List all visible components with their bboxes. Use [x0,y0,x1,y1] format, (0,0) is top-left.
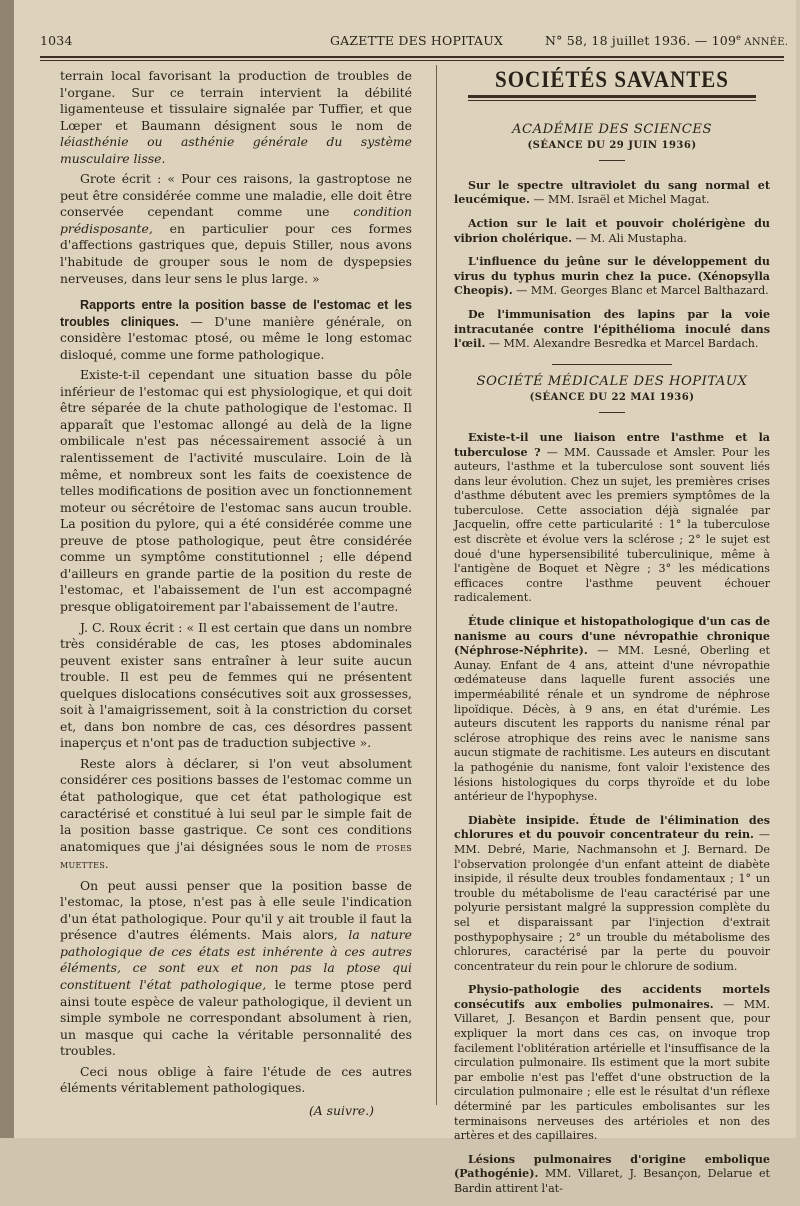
paragraph: On peut aussi penser que la position basse de l'estomac, la ptose, n'est pas à elle seule l'indication d'un état pathologique. Pour qu'il y ait trouble il faut la présence d'autres éléments. Mais alors, la nature pathologique de ces états est inhérente à ces autres éléments, ce sont eux et non pas la ptose qui constituent l'état pathologique, le terme ptose perd ainsi toute espèce de valeur pathologique, il devient un simple symbole ne correspondant absolument à rien, un masque qui cache la véritable personnalité des troubles. [60,877,412,1059]
communication: Action sur le lait et pouvoir cholérigène du vibrion cholérique. — M. Ali Mustapha. [454,216,770,245]
communication: Diabète insipide. Étude de l'élimination des chlorures et du pouvoir concentrateur du rein. — MM. Debré, Marie, Nachmansohn et J. Bernard. De l'observation prolongée d'un enfant atteint de diabète insipide, il résulte deux troubles fondamentaux ; 1° un trouble du métabolisme de l'eau caractérisé par une polyurie persistant malgré la suppression complète du sel et disparaissant par l'injection d'extrait posthypophysaire ; 2° un trouble du métabolisme des chlorures, caractérisé par la perte du pouvoir concentrateur du rein pour le chlorure de sodium. [454,813,770,973]
issue-info: N° 58, 18 juillet 1936. — 109e ANNÉE. [545,33,789,49]
title-rule-thin [468,100,756,101]
section-separator [552,364,672,365]
societe-heading: SOCIÉTÉ MÉDICALE DES HOPITAUX [476,373,748,389]
communication: Lésions pulmonaires d'origine embolique (Pathogénie). MM. Villaret, J. Besançon, Delarue et Bardin attirent l'at- [454,1152,770,1195]
column-divider [436,65,437,1105]
communication: Physio-pathologie des accidents mortels consécutifs aux embolies pulmonaires. — MM. Villaret, J. Besançon et Bardin pensent que, pour expliquer la mort dans ces cas, on invoque trop facilement l'oblitération artérielle et l'insuffisance de la circulation pulmonaire. Ils estiment que la mort subite par embolie n'est pas l'effet d'une obstruction de la circulation pulmonaire ; elle est le résultat d'un réflexe déterminé par les particules embolisantes sur les terminaisons nerveuses des artérioles et non des artères et des capillaires. [454,983,770,1143]
small-rule [599,412,625,413]
academie-heading: ACADÉMIE DES SCIENCES [511,121,713,137]
paragraph: Ceci nous oblige à faire l'étude de ces autres éléments véritablement pathologiques. [60,1063,412,1096]
paragraph: Grote écrit : « Pour ces raisons, la gastroptose ne peut être considérée comme une maladie, elle doit être conservée cependant comme une condition prédisposante, en particulier pour ces formes d'affections gastriques que, depuis Stiller, nous avons l'habitude de grouper sous le nom de dyspepsies nerveuses, dans leur sens le plus large. » [60,171,412,286]
small-rule [599,160,625,161]
title-rule [468,95,756,98]
paragraph: Reste alors à déclarer, si l'on veut absolument considérer ces positions basses de l'estomac comme un état pathologique, que cet état pathologique est caractérisé et constitué à lui seul par le simple fait de la position basse gastrique. Ce sont ces conditions anatomiques que j'ai désignées sous le nom de ptoses muettes. [60,755,412,872]
journal-title: GAZETTE DES HOPITAUX [330,33,504,48]
header-rule [40,56,784,58]
paragraph: J. C. Roux écrit : « Il est certain que dans un nombre très considérable de cas, les ptoses abdominales peuvent exister sans entraîner à leur suite aucun trouble. Il est peu de femmes qui ne présentent quelques dislocations consécutives soit aux grossesses, soit à l'amaigrissement, soit à la constriction du corset et, dans bon nombre de cas, ces désordres passent inaperçus et n'ont pas de traduction subjective ». [60,619,412,751]
right-column [454,65,771,1206]
left-column [60,68,412,1119]
communication: Existe-t-il une liaison entre l'asthme et la tuberculose ? — MM. Caussade et Amsler. Pour les auteurs, l'asthme et la tuberculose sont souvent liés dans leur évolution. Chez un sujet, les premières crises d'asthme débutent avec les premiers symptômes de la tuberculose. Cette association déjà signalée par Jacquelin, offre cette particularité : 1° la tuberculose est discrète et évolue vers la sclérose ; 2° le sujet est doué d'une hypersensibilité tuberculinique, même à l'antigène de Boquet et Nègre ; 3° les médications efficaces contre l'asthme peuvent échouer radicalement. [454,430,771,605]
communication: Sur le spectre ultraviolet du sang normal et leucémique. — MM. Israël et Michel Magat. [454,178,770,207]
societe-date: (SÉANCE DU 22 MAI 1936) [529,392,695,404]
academie-date: (SÉANCE DU 29 JUIN 1936) [527,140,697,152]
section-paragraph: Rapports entre la position basse de l'estomac et les troubles cliniques. — D'une manière générale, on considère l'estomac ptosé, ou même le long estomac disloqué, comme une forme pathologique. [60,298,413,362]
book-binding-edge [0,0,14,1138]
page-header [40,31,789,53]
paragraph: Existe-t-il cependant une situation basse du pôle inférieur de l'estomac qui est physiologique, et qui doit être séparée de la chute pathologique de l'estomac. Il apparaît que l'estomac allongé au delà de la ligne ombilicale n'est pas nécessairement associé à un ralentissement de l'activité musculaire. Loin de là même, et nombreux sont les faits de coexistence de telles modifications de position avec un fonctionnement moteur ou sécrétoire de l'estomac sans aucun trouble. La position du pylore, qui a été considérée comme une preuve de ptose pathologique, peut être considérée comme un symptôme constitutionnel ; elle dépend d'ailleurs en grande partie de la position du reste de l'estomac, et l'abaissement de l'un est accompagné presque obligatoirement par l'abaissement de l'autre. [60,367,412,614]
paragraph: terrain local favorisant la production de troubles de l'organe. Sur ce terrain intervient la débilité ligamenteuse et tissulaire signalée par Tuffier, et que Lœper et Baumann désignent sous le nom de léiasthénie ou asthénie générale du système musculaire lisse. [60,68,412,166]
to-be-continued: (A suivre.) [308,1102,374,1118]
communication: L'influence du jeûne sur le développement du virus du typhus murin chez la puce. (Xénopsylla Cheopis). — MM. Georges Blanc et Marcel Balthazard. [454,255,770,298]
section-heading: Rapports entre la position basse de l'estomac et les troubles cliniques. [60,298,412,329]
communication: De l'immunisation des lapins par la voie intracutanée contre l'épithélioma inoculé dans l'œil. — MM. Alexandre Besredka et Marcel Bardach. [454,307,770,351]
communication: Étude clinique et histopathologique d'un cas de nanisme au cours d'une névropathie chronique (Néphrose-Néphrite). — MM. Lesné, Oberling et Aunay. Enfant de 4 ans, atteint d'une névropathie œdémateuse dans laquelle furent associés une imperméabilité rénale et un syndrome de néphrose lipoïdique. Décès, à 9 ans, en état d'urémie. Les auteurs discutent les rapports du nanisme rénal par sclérose atrophique des reins avec le nanisme sans aucun stigmate de rachitisme. Les auteurs en discutant la pathogénie du nanisme, font valoir l'existence des lésions histologiques du corps thyroïde et du lobe antérieur de l'hypophyse. [454,615,770,804]
header-rule-thin [40,60,784,61]
page-number: 1034 [40,33,73,48]
section-title: SOCIÉTÉS SAVANTES [495,65,729,93]
